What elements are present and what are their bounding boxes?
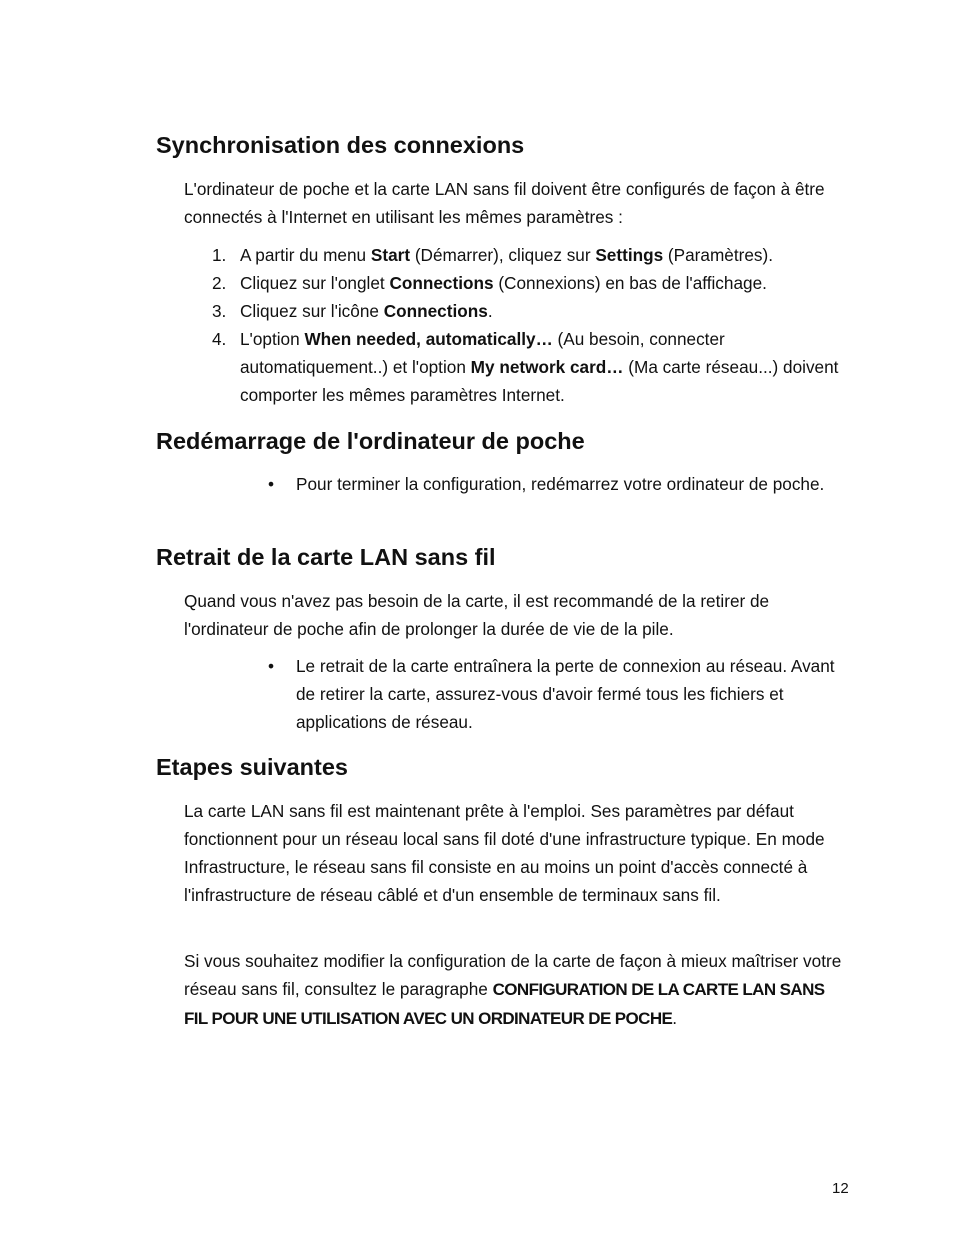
heading-redemarrage: Redémarrage de l'ordinateur de poche <box>156 428 585 454</box>
paragraph-etapes-1: La carte LAN sans fil est maintenant prête à l'emploi. Ses paramètres par défaut fonctionnent pour un réseau local sans fil doté d'une infrastructure typique. En mode Infrastructure, le réseau sans fil consiste en au moins un point d'accès connecté à l'infrastructure de réseau câblé et d'un ensemble de terminaux sans fil. <box>184 801 825 905</box>
bullets-redemarrage <box>268 470 848 498</box>
bullet-glyph: • <box>268 656 275 676</box>
list-item: 1. A partir du menu Start (Démarrer), cliquez sur Settings (Paramètres). <box>212 245 773 265</box>
paragraph-etapes-2: Si vous souhaitez modifier la configuration de la carte de façon à mieux maîtriser votre réseau sans fil, consultez le paragraphe CONFIGURATION DE LA CARTE LAN SANS FIL POUR UNE UTILISATION AVEC UN ORDINATEUR DE POCHE. <box>184 951 842 1028</box>
list-item: 2. Cliquez sur l'onglet Connections (Connexions) en bas de l'affichage. <box>212 273 767 293</box>
heading-retrait: Retrait de la carte LAN sans fil <box>156 544 496 570</box>
intro-retrait: Quand vous n'avez pas besoin de la carte, il est recommandé de la retirer de l'ordinateur de poche afin de prolonger la durée de vie de la pile. <box>184 591 770 639</box>
list-item: • Pour terminer la configuration, redémarrez votre ordinateur de poche. <box>268 470 848 498</box>
list-item: 3. Cliquez sur l'icône Connections. <box>212 301 493 321</box>
list-item: • Le retrait de la carte entraînera la perte de connexion au réseau. Avant de retirer la carte, assurez-vous d'avoir fermé tous les fichiers et applications de réseau. <box>268 652 848 736</box>
list-item: 4. L'option When needed, automatically… (Au besoin, connecter automatiquement..) et l'option My network card… (Ma carte réseau...) doivent comporter les mêmes paramètres Internet. <box>212 329 839 405</box>
steps-list <box>212 241 852 409</box>
bullet-glyph: • <box>268 474 275 494</box>
page-number: 12 <box>832 1180 849 1197</box>
intro-synchronisation: L'ordinateur de poche et la carte LAN sans fil doivent être configurés de façon à être connectés à l'Internet en utilisant les mêmes paramètres : <box>184 179 825 227</box>
cross-reference: CONFIGURATION DE LA CARTE LAN SANS FIL POUR UNE UTILISATION AVEC UN ORDINATEUR DE POCHE <box>184 980 825 1028</box>
bullets-retrait <box>268 652 848 736</box>
heading-synchronisation: Synchronisation des connexions <box>156 132 525 158</box>
heading-etapes-suivantes: Etapes suivantes <box>156 754 349 780</box>
